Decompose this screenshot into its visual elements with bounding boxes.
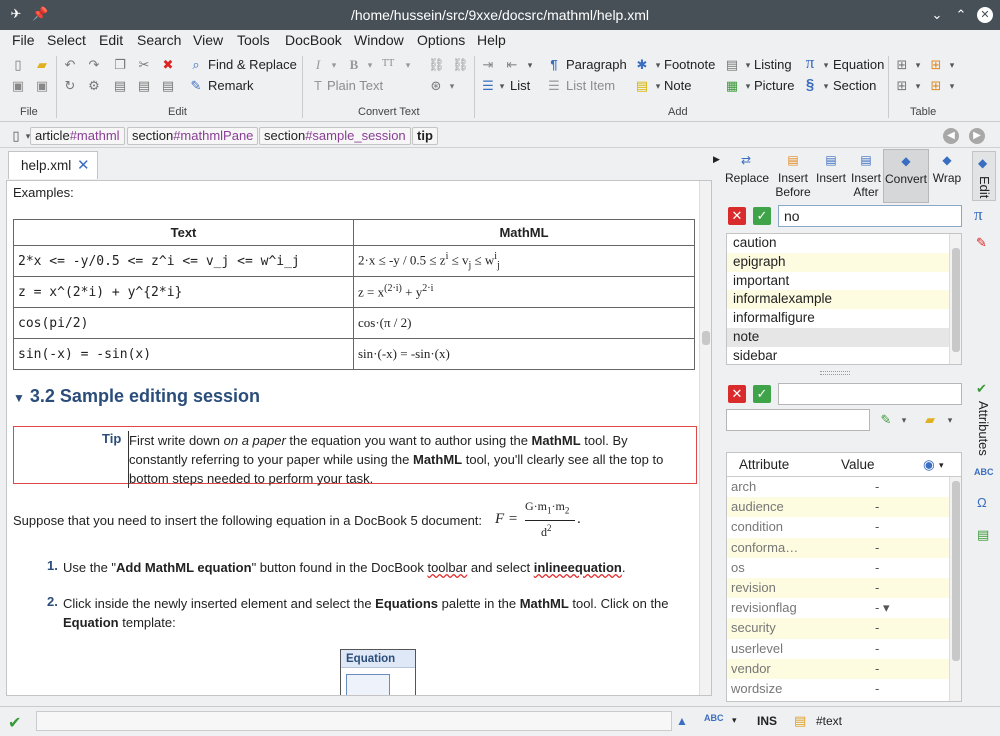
breadcrumb-element-name: section [264, 128, 306, 143]
step-text-part: . [621, 560, 626, 575]
menu-docbook[interactable]: DocBook [285, 32, 342, 48]
cut-icon[interactable]: ✂ [138, 57, 150, 72]
attribute-name: security [731, 620, 776, 636]
formula-part: ·m [551, 499, 565, 513]
spellcheck-word-strong: inlineequation [533, 560, 622, 575]
formula-part: G·m [525, 499, 547, 513]
picture-dropdown-icon[interactable]: ▾ [745, 81, 751, 91]
save-all-icon[interactable]: ▣ [35, 78, 49, 93]
link-target-dropdown-icon[interactable]: ▾ [449, 81, 455, 91]
step-text-part: and select [467, 560, 534, 575]
character-tab-icon[interactable]: Ω [977, 495, 987, 510]
italic-dropdown-icon[interactable]: ▾ [331, 60, 337, 70]
table-row [14, 308, 695, 339]
paste-before-icon[interactable]: ▤ [137, 78, 151, 93]
breadcrumb-element-id: #sample_session [305, 128, 406, 143]
main-toolbar [0, 52, 1000, 122]
table-row[interactable] [727, 477, 961, 497]
attributes-tab-icon[interactable]: ✔ [976, 381, 987, 396]
list-item-selected[interactable]: note [727, 328, 961, 347]
attribute-name-input[interactable] [726, 409, 870, 431]
attribute-name: wordsize [731, 680, 783, 696]
spellcheck-dropdown-icon[interactable]: ▾ [732, 715, 737, 725]
unlink-icon[interactable]: ⛓ [452, 57, 469, 72]
edit-button-label: Wrap [932, 171, 962, 185]
step2-text [63, 594, 693, 632]
insert-before-button[interactable] [772, 149, 814, 203]
tab-attributes[interactable]: Attributes [976, 401, 991, 456]
table-cell-text[interactable]: cos(pi/2) [14, 308, 354, 339]
step-text-part: Click inside the newly inserted element and select the [63, 596, 376, 611]
tip-text-strong: MathML [531, 433, 581, 448]
italic-icon[interactable]: I [315, 57, 321, 72]
edit-button-label: After [853, 185, 879, 199]
examples-table [13, 219, 695, 370]
edit-button-label: Insert [815, 171, 846, 185]
step-text-part: Use the " [63, 560, 117, 575]
step-text-strong: Add MathML equation [116, 560, 252, 575]
toolbar-group-file: File [20, 106, 38, 118]
remark-icon[interactable]: ✎ [190, 78, 202, 93]
breadcrumb-element-name: section [132, 128, 174, 143]
math-superscript: 2·i [422, 283, 434, 295]
section-collapse-icon[interactable]: ▼ [13, 391, 25, 405]
teletype-button[interactable]: TT [382, 58, 395, 69]
menu-bar [0, 30, 1000, 52]
tip-text-emphasis: on a paper [223, 433, 286, 448]
tab-markers-icon[interactable]: ✎ [976, 235, 987, 250]
edit-attribute-icon[interactable]: ✎ [880, 412, 892, 427]
clear-attribute-icon[interactable]: ✕ [728, 385, 746, 403]
convert-icon: ◆ [901, 154, 911, 168]
clipboard-icon[interactable]: ▤ [794, 713, 807, 728]
formula-subscript: 1 [547, 505, 552, 516]
paste-icon[interactable]: ▤ [113, 78, 127, 93]
status-bar [0, 706, 1000, 736]
table-header-row [14, 220, 695, 246]
attribute-value: - [875, 539, 880, 555]
table-cell-text[interactable]: sin(-x) = -sin(x) [14, 339, 354, 370]
indent-icon[interactable]: ⇥ [482, 57, 494, 72]
breadcrumb-section-mathmlpane[interactable] [127, 127, 258, 145]
insert-after-button[interactable] [848, 149, 884, 203]
edit-tool-panel [720, 149, 966, 704]
step-text-strong: Equations [375, 596, 439, 611]
footnote-dropdown-icon[interactable]: ▾ [655, 60, 661, 70]
toolbar-divider [474, 56, 475, 118]
step-text-strong: MathML [519, 596, 569, 611]
attribute-column-header[interactable]: Attribute [739, 457, 790, 472]
step-text-part: template: [118, 615, 176, 630]
clear-filter-icon[interactable]: ✕ [728, 207, 746, 225]
table-row[interactable] [727, 497, 961, 517]
attribute-name: revisionflag [731, 600, 797, 616]
replace-icon: ⇄ [740, 153, 752, 167]
table-row[interactable] [727, 639, 961, 659]
delete-icon[interactable]: ✖ [162, 57, 174, 72]
table-header-mathml[interactable]: MathML [354, 220, 695, 246]
list-scrollbar[interactable] [949, 234, 961, 364]
toolbar-group-edit: Edit [168, 106, 187, 118]
tab-edit[interactable] [972, 151, 996, 201]
breadcrumb-element-id: #mathml [69, 128, 120, 143]
splitter-handle[interactable] [820, 371, 850, 375]
math-superscript: (2·i) [384, 283, 402, 295]
panel-collapse-arrow-icon[interactable]: ▶ [713, 154, 720, 164]
formula-part: d [541, 525, 547, 539]
menu-edit[interactable]: Edit [99, 32, 124, 48]
equation-palette-image [340, 649, 416, 696]
table-row[interactable] [727, 558, 961, 578]
node-path-bar [0, 124, 1000, 148]
validate-tab-icon[interactable]: ▤ [977, 527, 990, 542]
document-menu-dropdown-icon[interactable]: ▾ [25, 131, 31, 141]
footnote-button[interactable]: Footnote [664, 57, 716, 72]
replace-button[interactable] [725, 149, 770, 203]
attribute-value: - [875, 559, 880, 575]
math-subscript: j [468, 259, 472, 271]
attribute-value: - [875, 499, 880, 515]
table-cell-mathml[interactable]: cos·(π / 2) [354, 308, 695, 339]
table-row-dropdown-icon[interactable]: ▾ [949, 60, 955, 70]
insert-mode-indicator[interactable]: INS [757, 714, 778, 728]
list-item-icon[interactable]: ☰ [548, 78, 560, 93]
attribute-value: - [875, 519, 880, 535]
repeat-icon[interactable]: ↻ [64, 78, 76, 93]
note-icon[interactable]: ▤ [635, 78, 649, 93]
formula-superscript: 2 [547, 523, 552, 533]
forward-arrow-icon[interactable]: ▶ [969, 128, 985, 144]
copy-icon[interactable]: ❐ [114, 57, 126, 72]
palette-title: Equation [341, 650, 415, 668]
list-item[interactable]: informalexample [727, 290, 961, 309]
insert-icon: ▤ [825, 153, 837, 167]
edit-button-label: Replace [725, 171, 770, 185]
formula-lhs: F = [495, 511, 522, 527]
spellcheck-tab-icon[interactable]: ABC [974, 467, 994, 477]
pi-equation-icon[interactable]: π [805, 53, 815, 72]
toolbar-group-table: Table [910, 106, 937, 118]
status-message-field [36, 711, 672, 731]
eye-dropdown-icon[interactable]: ▾ [939, 460, 944, 470]
document-editor[interactable] [6, 180, 712, 696]
formula-denominator [541, 523, 552, 540]
breadcrumb-section-sample-session[interactable] [259, 127, 411, 145]
attribute-table-header [727, 453, 961, 477]
eye-icon[interactable]: ◉ [923, 457, 935, 472]
insert-after-icon: ▤ [860, 153, 872, 167]
step-text-part: tool. Click on the [568, 596, 669, 611]
note-button[interactable]: Note [664, 78, 692, 93]
table-row[interactable] [727, 578, 961, 598]
table-row [14, 339, 695, 370]
apply-attribute-icon[interactable]: ✓ [753, 385, 771, 403]
attribute-name: os [731, 559, 745, 575]
list-button[interactable]: List [510, 78, 531, 93]
edit-button-label: Convert [884, 172, 928, 186]
edit-tab-icon: ◆ [978, 156, 988, 170]
bold-icon[interactable]: B [349, 57, 359, 72]
formula-fraction-bar [525, 520, 575, 521]
math-part: z = x [358, 284, 385, 300]
section-button[interactable]: Section [833, 78, 877, 93]
breadcrumb-element-id: #mathmlPane [173, 128, 254, 143]
menu-help[interactable]: Help [477, 32, 506, 48]
toolbar-group-add: Add [668, 106, 688, 118]
spellcheck-word: toolbar [427, 560, 468, 575]
attribute-value-input[interactable] [778, 383, 962, 405]
teletype-dropdown-icon[interactable]: ▾ [405, 60, 411, 70]
toolbar-divider [302, 56, 303, 118]
attribute-value: - [875, 479, 880, 494]
list-item[interactable]: important [733, 272, 790, 288]
table-row[interactable] [727, 598, 961, 618]
plain-text-icon[interactable]: T [314, 78, 322, 93]
table-row-icon[interactable]: ⊞ [930, 57, 942, 72]
paragraph-icon[interactable]: ¶ [550, 57, 558, 72]
attribute-name: userlevel [731, 640, 784, 656]
tip-label: Tip [102, 431, 122, 446]
wrap-button[interactable] [930, 149, 964, 203]
edit-attribute-dropdown-icon[interactable]: ▾ [901, 415, 907, 425]
wrap-icon: ◆ [942, 153, 952, 167]
math-part: + y [401, 284, 423, 300]
list-dropdown-icon[interactable]: ▾ [499, 81, 505, 91]
spellcheck-status-icon[interactable]: ABC [704, 713, 724, 723]
undo-icon[interactable]: ↶ [64, 57, 76, 72]
attribute-value: - ▾ [875, 600, 890, 616]
window-title: /home/hussein/src/9xxe/docsrc/mathml/help.xml [351, 7, 649, 23]
table-dropdown-icon[interactable]: ▾ [915, 60, 921, 70]
breadcrumb-element-name: tip [417, 128, 433, 143]
document-menu-icon[interactable]: ▯ [12, 128, 20, 143]
math-superscript: i [445, 251, 449, 263]
step1-text [63, 558, 693, 577]
equation-dropdown-icon[interactable]: ▾ [823, 60, 829, 70]
menu-window[interactable]: Window [354, 32, 404, 48]
navigate-up-icon[interactable]: ▲ [676, 714, 688, 728]
breadcrumb-element-name: article [35, 128, 70, 143]
formula-subscript: 2 [564, 505, 570, 516]
section-icon[interactable]: § [805, 76, 815, 93]
maximize-icon[interactable]: ⌃ [955, 7, 967, 22]
command-icon[interactable]: ⚙ [88, 78, 100, 93]
table-row[interactable] [727, 679, 961, 699]
find-replace-icon[interactable]: ⌕ [192, 57, 200, 72]
insert-before-icon: ▤ [787, 153, 799, 167]
list-item[interactable]: epigraph [727, 253, 961, 272]
breadcrumb-tip[interactable] [412, 127, 438, 145]
value-column-header[interactable]: Value [841, 457, 875, 472]
scrollbar-thumb[interactable] [952, 248, 960, 352]
tip-text-part: tool, you'll clearly see all the top to bottom steps needed to perform your task. [129, 452, 664, 486]
toolbar-divider [888, 56, 889, 118]
listing-icon[interactable]: ▤ [725, 57, 739, 72]
link-icon[interactable]: ⛓ [428, 57, 445, 72]
side-tab-strip [968, 149, 1000, 704]
element-list [726, 233, 962, 365]
pin-icon[interactable]: 📌 [32, 6, 49, 21]
edit-button-label: Insert [850, 171, 881, 185]
attribute-scrollbar[interactable] [949, 477, 961, 702]
tab-label: help.xml [21, 158, 72, 173]
attribute-name: audience [731, 499, 784, 515]
equation-template-icon [346, 674, 390, 696]
table-column-dropdown-icon[interactable]: ▾ [915, 81, 921, 91]
equation-button[interactable]: Equation [833, 57, 885, 72]
table-row[interactable] [727, 517, 961, 537]
apply-filter-icon[interactable]: ✓ [753, 207, 771, 225]
math-part: 2·x ≤ -y / 0.5 ≤ z [358, 252, 446, 268]
element-filter-input[interactable]: no [778, 205, 962, 227]
tip-text-part: tool. By constantly referring to your paper while using the [129, 433, 628, 467]
menu-select[interactable]: Select [47, 32, 86, 48]
note-dropdown-icon[interactable]: ▾ [655, 81, 661, 91]
math-subscript: j [497, 259, 500, 271]
tip-text-part: the equation you want to author using the [285, 433, 532, 448]
convert-button[interactable] [883, 149, 929, 203]
remark-button[interactable]: Remark [208, 78, 254, 93]
table-row[interactable] [727, 659, 961, 679]
minimize-icon[interactable]: ⌄ [931, 7, 943, 22]
breadcrumb-article[interactable] [30, 127, 125, 145]
table-cell-mathml[interactable] [354, 246, 695, 277]
list-style-dropdown-icon[interactable]: ▾ [527, 60, 533, 70]
close-tab-icon[interactable]: ✕ [77, 157, 90, 174]
math-part: ≤ w [471, 252, 495, 268]
listing-dropdown-icon[interactable]: ▾ [745, 60, 751, 70]
math-part: ≤ v [448, 252, 469, 268]
document-tab-bar [0, 149, 712, 179]
edit-button-label: Before [775, 185, 811, 199]
attribute-name: conforma… [731, 539, 799, 555]
step-number: 1. [47, 558, 58, 573]
tab-mathml-pi-icon[interactable]: π [974, 205, 983, 224]
table-cell-dropdown-icon[interactable]: ▾ [949, 81, 955, 91]
tip-text [128, 431, 688, 488]
step-text-part: " button found in the DocBook [251, 560, 428, 575]
paste-after-icon[interactable]: ▤ [161, 78, 175, 93]
table-icon[interactable]: ⊞ [896, 57, 908, 72]
table-row [14, 246, 695, 277]
back-arrow-icon[interactable]: ◀ [943, 128, 959, 144]
math-superscript: i [494, 251, 498, 263]
table-cell-icon[interactable]: ⊞ [930, 78, 942, 93]
picture-button[interactable]: Picture [754, 78, 795, 93]
suppose-paragraph [13, 511, 482, 530]
toolbar-divider [56, 56, 57, 118]
attribute-value: - [875, 640, 880, 656]
attribute-value: - [875, 660, 880, 676]
table-row[interactable] [727, 538, 961, 558]
step-text-part: palette in the [438, 596, 520, 611]
section-title-text: 3.2 Sample editing session [29, 386, 260, 406]
find-replace-button[interactable]: Find & Replace [208, 57, 297, 72]
table-cell-text[interactable]: z = x^(2*i) + y^{2*i} [14, 277, 354, 308]
toolbar-group-convert-text: Convert Text [358, 106, 420, 118]
attribute-value: - [875, 579, 880, 595]
section-title[interactable] [13, 386, 260, 407]
table-cell-text[interactable]: 2*x <= -y/0.5 <= z^i <= v_j <= w^i_j [14, 246, 354, 277]
attribute-name: condition [731, 519, 784, 535]
menu-options[interactable]: Options [417, 32, 466, 48]
table-cell-mathml[interactable]: sin·(-x) = -sin·(x) [354, 339, 695, 370]
picture-icon[interactable]: ▦ [725, 78, 739, 93]
bold-dropdown-icon[interactable]: ▾ [367, 60, 373, 70]
close-window-icon[interactable]: ✕ [977, 7, 993, 23]
examples-label: Examples: [13, 185, 74, 200]
link-target-icon[interactable]: ⊛ [430, 78, 442, 93]
footnote-icon[interactable]: ✱ [636, 57, 648, 72]
save-icon[interactable]: ▣ [11, 78, 25, 93]
tip-text-part: First write down [129, 433, 224, 448]
attribute-table [726, 452, 962, 702]
paragraph-button[interactable]: Paragraph [566, 57, 627, 72]
list-item[interactable]: sidebar [733, 347, 778, 363]
tip-text-strong: MathML [413, 452, 463, 467]
menu-tools[interactable]: Tools [237, 32, 270, 48]
formula-period: . [577, 511, 581, 527]
insert-button[interactable] [814, 149, 848, 203]
attribute-name: arch [731, 479, 757, 494]
edit-button-label: Insert [777, 171, 808, 185]
table-column-icon[interactable]: ⊞ [896, 78, 908, 93]
redo-icon[interactable]: ↷ [88, 57, 100, 72]
section-dropdown-icon[interactable]: ▾ [823, 81, 829, 91]
attribute-name: revision [731, 579, 776, 595]
tab-edit-label: Edit [977, 176, 992, 199]
table-row [14, 277, 695, 308]
app-logo-icon: ✈ [10, 6, 22, 21]
new-document-icon[interactable]: ▯ [14, 57, 22, 72]
step-number: 2. [47, 594, 58, 609]
listing-button[interactable]: Listing [754, 57, 792, 72]
list-item[interactable]: informalfigure [733, 310, 815, 326]
editor-vertical-scrollbar[interactable] [699, 181, 711, 695]
tab-help-xml[interactable] [8, 151, 98, 179]
outdent-icon[interactable]: ⇤ [506, 57, 518, 72]
step-text-strong: Equation [63, 615, 119, 630]
menu-search[interactable]: Search [137, 32, 182, 48]
list-item-button[interactable]: List Item [566, 78, 616, 93]
suppose-text: Suppose that you need to insert the following equation in a DocBook 5 document: [13, 513, 483, 528]
attribute-name: vendor [731, 660, 771, 676]
menu-file[interactable]: File [12, 32, 35, 48]
attribute-folder-icon[interactable]: ▰ [925, 412, 935, 427]
scrollbar-thumb[interactable] [952, 481, 960, 661]
plain-text-button[interactable]: Plain Text [327, 78, 384, 93]
formula-numerator [525, 499, 569, 515]
window-titlebar [0, 0, 1000, 30]
scrollbar-thumb[interactable] [702, 331, 710, 345]
table-header-text[interactable]: Text [14, 220, 354, 246]
list-item[interactable]: caution [733, 235, 777, 250]
table-row[interactable] [727, 618, 961, 638]
current-node-indicator: #text [816, 714, 843, 728]
tip-box[interactable] [13, 426, 697, 484]
attribute-value: - [875, 620, 880, 636]
validity-check-icon[interactable]: ✔ [8, 715, 22, 732]
list-icon[interactable]: ☰ [482, 78, 494, 93]
table-cell-mathml[interactable] [354, 277, 695, 308]
menu-view[interactable]: View [193, 32, 224, 48]
open-folder-icon[interactable]: ▰ [37, 57, 47, 72]
attribute-folder-dropdown-icon[interactable]: ▾ [947, 415, 953, 425]
attribute-value: - [875, 680, 880, 696]
